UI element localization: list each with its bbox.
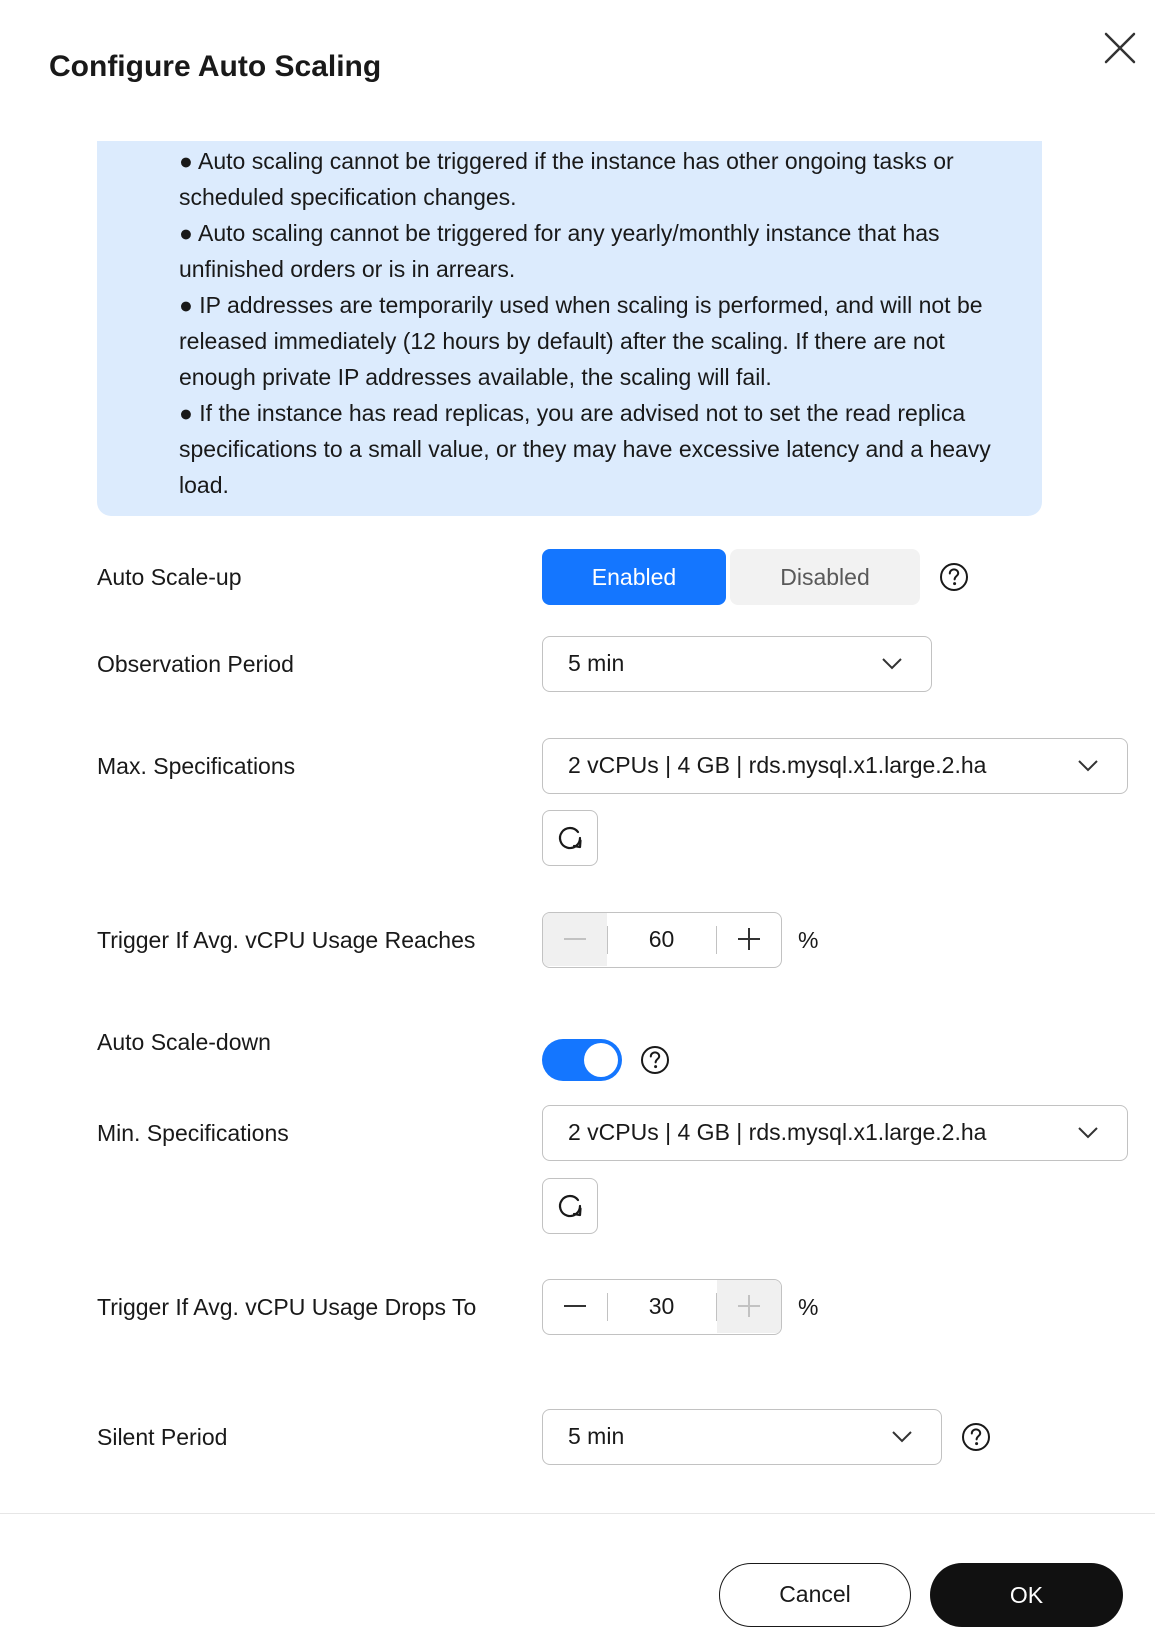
auto-scale-up-disabled-button[interactable]: Disabled — [730, 549, 920, 605]
trigger-down-label: Trigger If Avg. vCPU Usage Drops To — [97, 1294, 477, 1320]
trigger-down-stepper — [542, 1279, 782, 1335]
close-icon — [1100, 28, 1140, 68]
trigger-up-unit: % — [798, 927, 819, 953]
max-specifications-label: Max. Specifications — [97, 753, 296, 779]
auto-scale-up-enabled-button[interactable]: Enabled — [542, 549, 726, 605]
min-specifications-refresh-button[interactable] — [542, 1178, 598, 1234]
max-specifications-select[interactable] — [542, 738, 1128, 794]
chevron-down-icon — [1077, 1126, 1099, 1140]
trigger-down-value[interactable]: 30 — [648, 1293, 675, 1319]
trigger-up-increment-button[interactable] — [717, 913, 781, 966]
notice-line: ● IP addresses are temporarily used when scaling is performed, and will not be released immediately (12 hours by default) after the scaling. If there are not enough private IP addresses available, the scaling will fail. — [179, 292, 983, 390]
min-specifications-select[interactable] — [542, 1105, 1128, 1161]
silent-period-select[interactable] — [542, 1409, 942, 1465]
close-button[interactable] — [1100, 28, 1140, 68]
refresh-icon — [556, 1192, 584, 1220]
dialog-title: Configure Auto Scaling — [49, 50, 382, 83]
auto-scale-down-label: Auto Scale-down — [97, 1029, 271, 1055]
chevron-down-icon — [891, 1430, 913, 1444]
trigger-up-value[interactable]: 60 — [648, 926, 675, 952]
trigger-up-stepper — [542, 912, 782, 968]
silent-period-help-icon[interactable] — [961, 1422, 991, 1452]
chevron-down-icon — [881, 657, 903, 671]
auto-scale-up-help-icon[interactable] — [939, 562, 969, 592]
minus-icon — [563, 1294, 587, 1318]
footer-divider — [0, 1513, 1155, 1514]
auto-scale-down-help-icon[interactable] — [640, 1045, 670, 1075]
trigger-down-unit: % — [798, 1294, 819, 1320]
ok-button[interactable]: OK — [930, 1563, 1123, 1627]
trigger-up-label: Trigger If Avg. vCPU Usage Reaches — [97, 927, 476, 953]
min-specifications-label: Min. Specifications — [97, 1120, 289, 1146]
notice-line: ● Auto scaling cannot be triggered if the instance has other ongoing tasks or scheduled specification changes. — [179, 148, 954, 210]
max-specifications-refresh-button[interactable] — [542, 810, 598, 866]
observation-period-select[interactable] — [542, 636, 932, 692]
plus-icon — [737, 1294, 761, 1318]
silent-period-label: Silent Period — [97, 1424, 228, 1450]
refresh-icon — [556, 824, 584, 852]
auto-scale-up-label: Auto Scale-up — [97, 564, 242, 590]
trigger-down-decrement-button[interactable] — [543, 1280, 607, 1333]
cancel-button[interactable]: Cancel — [719, 1563, 911, 1627]
notice-line: ● Auto scaling cannot be triggered for any yearly/monthly instance that has unfinished orders or is in arrears. — [179, 220, 940, 282]
plus-icon — [737, 927, 761, 951]
trigger-up-decrement-button[interactable] — [543, 913, 607, 966]
auto-scale-down-toggle[interactable] — [542, 1039, 622, 1081]
chevron-down-icon — [1077, 759, 1099, 773]
toggle-knob — [584, 1043, 618, 1077]
observation-period-value: 5 min — [568, 650, 625, 676]
observation-period-label: Observation Period — [97, 651, 294, 677]
trigger-down-increment-button[interactable] — [717, 1280, 781, 1333]
min-specifications-value: 2 vCPUs | 4 GB | rds.mysql.x1.large.2.ha — [568, 1119, 987, 1145]
silent-period-value: 5 min — [568, 1423, 625, 1449]
notice-box — [97, 141, 1042, 516]
minus-icon — [563, 927, 587, 951]
max-specifications-value: 2 vCPUs | 4 GB | rds.mysql.x1.large.2.ha — [568, 752, 987, 778]
notice-line: ● If the instance has read replicas, you are advised not to set the read replica specifications to a small value, or they may have excessive latency and a heavy load. — [179, 400, 991, 498]
